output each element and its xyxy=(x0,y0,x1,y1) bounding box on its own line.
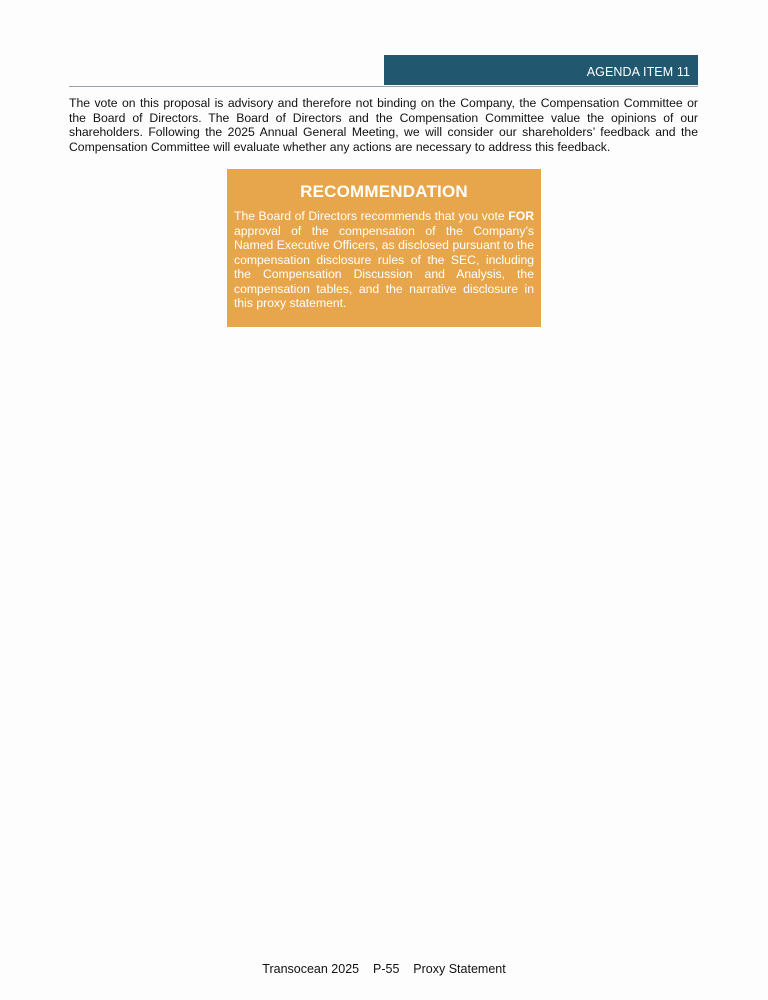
recommendation-text-before: The Board of Directors recommends that you vote xyxy=(234,209,509,223)
agenda-banner xyxy=(384,55,698,85)
recommendation-title: RECOMMENDATION xyxy=(300,182,468,201)
header-divider xyxy=(69,86,698,87)
agenda-item-label: AGENDA ITEM 11 xyxy=(586,65,690,79)
recommendation-text xyxy=(234,209,534,311)
recommendation-emphasis: FOR xyxy=(508,209,534,223)
recommendation-box xyxy=(227,169,541,327)
body-paragraph: The vote on this proposal is advisory and therefore not binding on the Company, the Compensation Committee or the Board of Directors. The Board of Directors and the Compensation Committee value the opinions of our shareholders. Following the 2025 Annual General Meeting, we will consider our shareholders’ feedback and the Compensation Committee will evaluate whether any actions are necessary to address this feedback. xyxy=(69,96,698,154)
page-footer: Transocean 2025 P-55 Proxy Statement xyxy=(262,962,506,976)
recommendation-text-after: approval of the compensation of the Company’s Named Executive Officers, as disclosed pursuant to the compensation disclosure rules of the SEC, including the Compensation Discussion and Analysis, the compensation tables, and the narrative disclosure in this proxy statement. xyxy=(234,223,534,310)
